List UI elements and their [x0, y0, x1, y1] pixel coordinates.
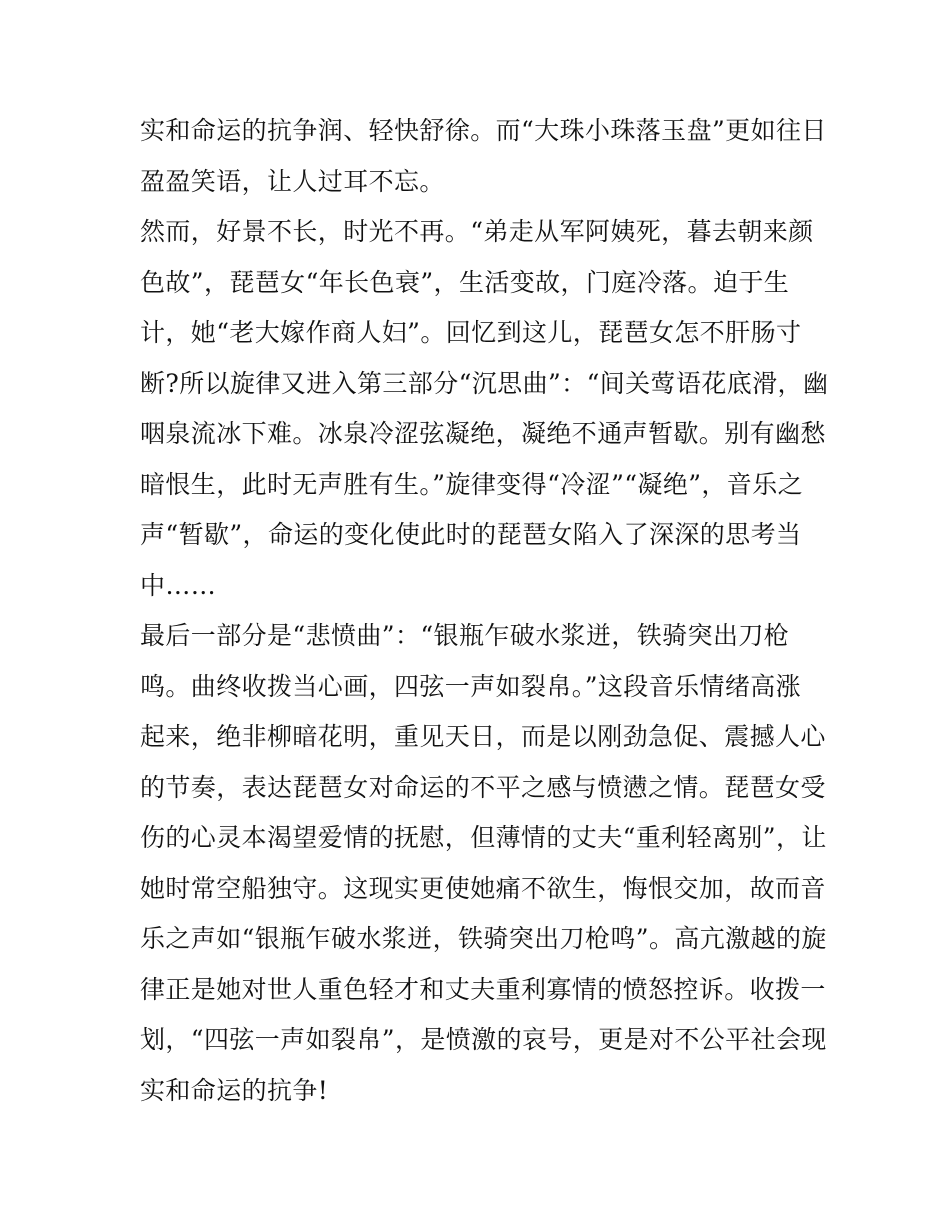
- text-line: 中……: [140, 570, 217, 600]
- text-line: 实和命运的抗争润、轻快舒徐。而“大珠小珠落玉盘”更如往日: [140, 116, 827, 145]
- text-line: 暗恨生，此时无声胜有生。”旋律变得“冷涩”“凝绝”，音乐之: [140, 469, 804, 499]
- text-line: 乐之声如“银瓶乍破水浆迸，铁骑突出刀枪鸣”。高亢激越的旋: [140, 924, 827, 953]
- text-line: 盈盈笑语，让人过耳不忘。: [140, 166, 445, 196]
- text-line: 实和命运的抗争!: [140, 1075, 329, 1105]
- text-line: 伤的心灵本渴望爱情的抚慰，但薄情的丈夫“重利轻离别”，让: [140, 823, 827, 852]
- text-line: 断?所以旋律又进入第三部分“沉思曲”：“间关莺语花底滑，幽: [140, 368, 829, 398]
- text-line: 计，她“老大嫁作商人妇”。回忆到这儿，琵琶女怎不肝肠寸: [140, 318, 802, 347]
- text-line: 然而，好景不长，时光不再。“弟走从军阿姨死，暮去朝来颜: [140, 217, 814, 246]
- text-line: 律正是她对世人重色轻才和丈夫重利寡情的愤怒控诉。收拨一: [140, 974, 826, 1004]
- text-line: 划，“四弦一声如裂帛”，是愤激的哀号，更是对不公平社会现: [140, 1025, 827, 1054]
- text-line: 咽泉流冰下难。冰泉冷涩弦凝绝，凝绝不通声暂歇。别有幽愁: [140, 419, 826, 448]
- text-line: 她时常空船独守。这现实更使她痛不欲生，悔恨交加，故而音: [140, 873, 826, 903]
- text-line: 声“暂歇”，命运的变化使此时的琵琶女陷入了深深的思考当: [140, 520, 802, 549]
- text-line: 鸣。曲终收拨当心画，四弦一声如裂帛。”这段音乐情绪高涨: [140, 671, 802, 701]
- text-line: 的节奏，表达琵琶女对命运的不平之感与愤懑之情。琵琶女受: [140, 772, 826, 802]
- body-text: [140, 106, 829, 1116]
- text-line: 色故”，琵琶女“年长色衰”，生活变故，门庭冷落。迫于生: [140, 267, 790, 297]
- text-line: 起来，绝非柳暗花明，重见天日，而是以刚劲急促、震撼人心: [140, 722, 826, 751]
- text-line: 最后一部分是“悲愤曲”：“银瓶乍破水浆迸，铁骑突出刀枪: [140, 621, 790, 650]
